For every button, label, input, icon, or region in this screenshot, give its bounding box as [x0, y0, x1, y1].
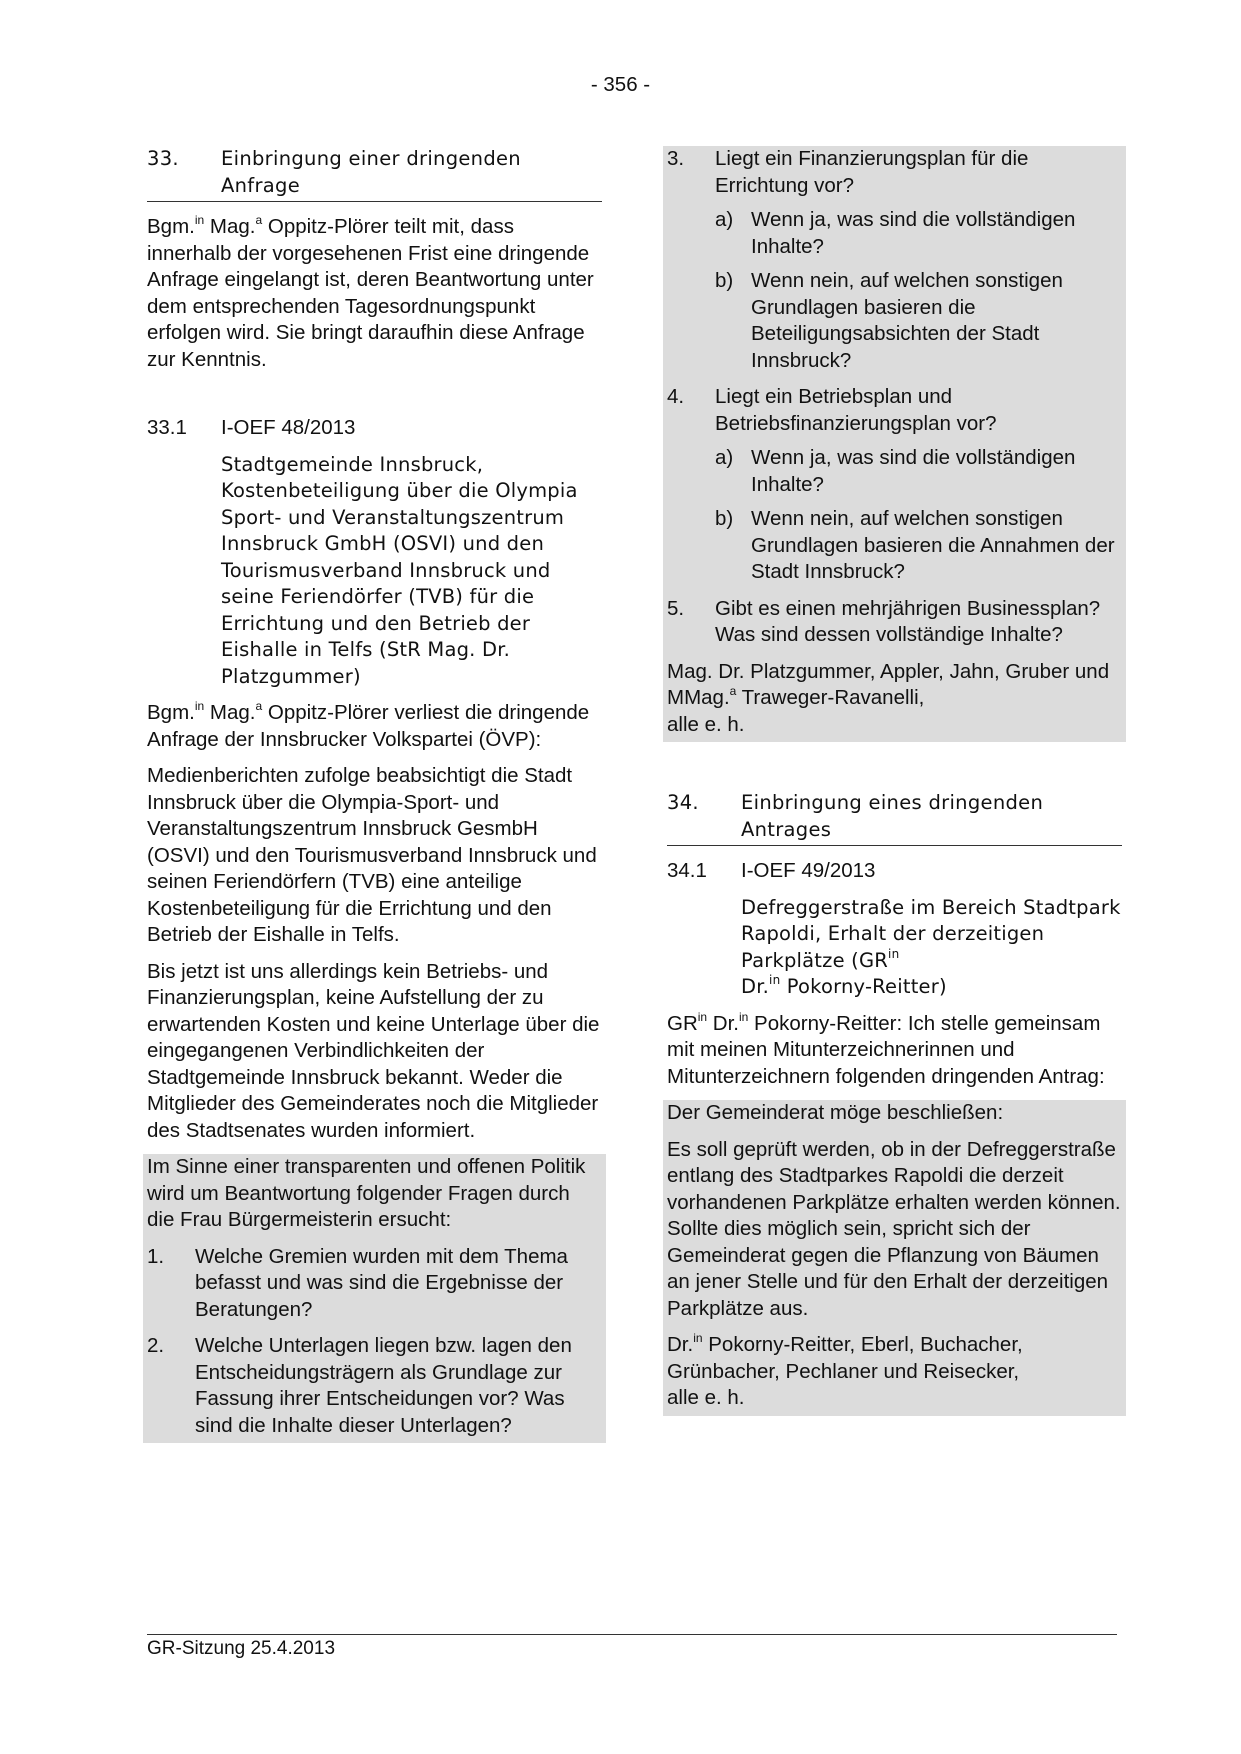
highlighted-questions-continued — [663, 146, 1126, 742]
question-item: 4. Liegt ein Betriebsplan und Betriebsfinanzierungsplan vor? — [667, 385, 997, 435]
body-paragraph: Medienberichten zufolge beabsichtigt die Stadt Innsbruck über die Olympia-Sport- und Veranstaltungszentrum Innsbruck GesmbH (OSVI) und den Tourismusverband Innsbruck und seinen Feriendörfern (TVB) eine anteilige Kostenbeteiligung für die Errichtung und den Betrieb der Eishalle in Telfs. — [147, 764, 597, 946]
question-item: 2. Welche Unterlagen liegen bzw. lagen den Entscheidungsträgern als Grundlage zur Fassung ihrer Entscheidungen vor? Was sind die Inhalte dieser Unterlagen? — [147, 1334, 572, 1437]
highlighted-questions — [143, 1154, 606, 1443]
subsection-number: 33.1 — [147, 416, 187, 439]
question-subitem: a) Wenn ja, was sind die vollständigen Inhalte? — [715, 446, 1076, 496]
motion-intro: Der Gemeinderat möge beschließen: — [667, 1101, 1004, 1124]
section-title: Einbringung einer dringenden Anfrage — [221, 147, 521, 197]
signatories: Mag. Dr. Platzgummer, Appler, Jahn, Gruber und MMag.$^a$ Traweger-Ravanelli, alle e. h. — [667, 659, 1110, 736]
highlighted-motion — [663, 1100, 1126, 1416]
section-34-heading — [667, 790, 1122, 843]
section-rule — [147, 201, 602, 202]
intro-paragraph: Bgm.$^{in}$ Mag.$^a$ Oppitz-Plörer teilt mit, dass innerhalb der vorgesehenen Frist eine dringende Anfrage eingelangt ist, deren Beantwortung unter dem entsprechenden Tagesordnungspunkt erfolgen wird. Sie bringt daraufhin diese Anfrage zur Kenntnis. — [147, 213, 594, 371]
signatories: Dr.$^{in}$ Pokorny-Reitter, Eberl, Buchacher, Grünbacher, Pechlaner und Reisecker, alle e. h. — [667, 1331, 1023, 1409]
section-33-heading — [147, 146, 602, 199]
page-number: - 356 - — [590, 73, 651, 96]
subsection-34-1 — [667, 858, 1122, 885]
subsection-title: Stadtgemeinde Innsbruck, Kostenbeteiligung über die Olympia Sport- und Veranstaltungszentrum Innsbruck GmbH (OSVI) und den Tourismusverband Innsbruck und seine Feriendörfer (TVB) für die Errichtung und den Betrieb der Eishalle in Telfs (StR Mag. Dr. Platzgummer) — [221, 452, 578, 688]
right-column — [667, 146, 1122, 1416]
subsection-number: 34.1 — [667, 859, 707, 882]
section-rule — [667, 845, 1122, 846]
subsection-code: I-OEF 49/2013 — [741, 859, 876, 882]
question-item: 1. Welche Gremien wurden mit dem Thema befasst und was sind die Ergebnisse der Beratungen? — [147, 1244, 568, 1321]
reads-paragraph: Bgm.$^{in}$ Mag.$^a$ Oppitz-Plörer verliest die dringende Anfrage der Innsbrucker Volkspartei (ÖVP): — [147, 699, 590, 751]
footer-rule — [147, 1634, 1117, 1635]
section-number: 33. — [147, 147, 179, 170]
body-paragraph: Bis jetzt ist uns allerdings kein Betriebs- und Finanzierungsplan, keine Aufstellung der zu erwartenden Kosten und keine Unterlage über die eingegangenen Verbindlichkeiten der Stadtgemeinde Innsbruck bekannt. Weder die Mitglieder des Gemeinderates noch die Mitglieder des Stadtsenates wurden informiert. — [147, 959, 600, 1142]
questions-intro: Im Sinne einer transparenten und offenen Politik wird um Beantwortung folgender Fragen durch die Frau Bürgermeisterin ersucht: — [147, 1155, 586, 1231]
left-column — [147, 146, 602, 1443]
subsection-title: Defreggerstraße im Bereich Stadtpark Rapoldi, Erhalt der derzeitigen Parkplätze ($GR^{in}$ Dr.$^{in}$ Pokorny-Reitter) — [741, 895, 1121, 998]
question-item: 5. Gibt es einen mehrjährigen Businessplan? Was sind dessen vollständige Inhalte? — [667, 596, 1101, 646]
question-subitem: b) Wenn nein, auf welchen sonstigen Grundlagen basieren die Annahmen der Stadt Innsbruck? — [715, 507, 1115, 583]
footer-text: GR-Sitzung 25.4.2013 — [147, 1638, 336, 1659]
question-item: 3. Liegt ein Finanzierungsplan für die Errichtung vor? — [667, 147, 1029, 197]
subsection-code: I-OEF 48/2013 — [221, 416, 356, 439]
subsection-33-1 — [147, 415, 602, 442]
section-number: 34. — [667, 791, 699, 814]
motion-text: Es soll geprüft werden, ob in der Defreggerstraße entlang des Stadtparkes Rapoldi die derzeit vorhandenen Parkplätze erhalten werden können. Sollte dies möglich sein, spricht sich der Gemeinderat gegen die Pflanzung von Bäumen an jener Stelle und für den Erhalt der derzeitigen Parkplätze aus. — [667, 1137, 1121, 1320]
speaker-paragraph: $GR^{in}$ Dr.$^{in}$ Pokorny-Reitter: Ich stelle gemeinsam mit meinen Mitunterzeichnerinnen und Mitunterzeichnern folgenden dringenden Antrag: — [667, 1009, 1105, 1088]
section-title: Einbringung eines dringenden Antrages — [741, 791, 1044, 841]
question-subitem: b) Wenn nein, auf welchen sonstigen Grundlagen basieren die Beteiligungsabsichten der Stadt Innsbruck? — [715, 269, 1063, 372]
question-subitem: a) Wenn ja, was sind die vollständigen Inhalte? — [715, 208, 1076, 258]
